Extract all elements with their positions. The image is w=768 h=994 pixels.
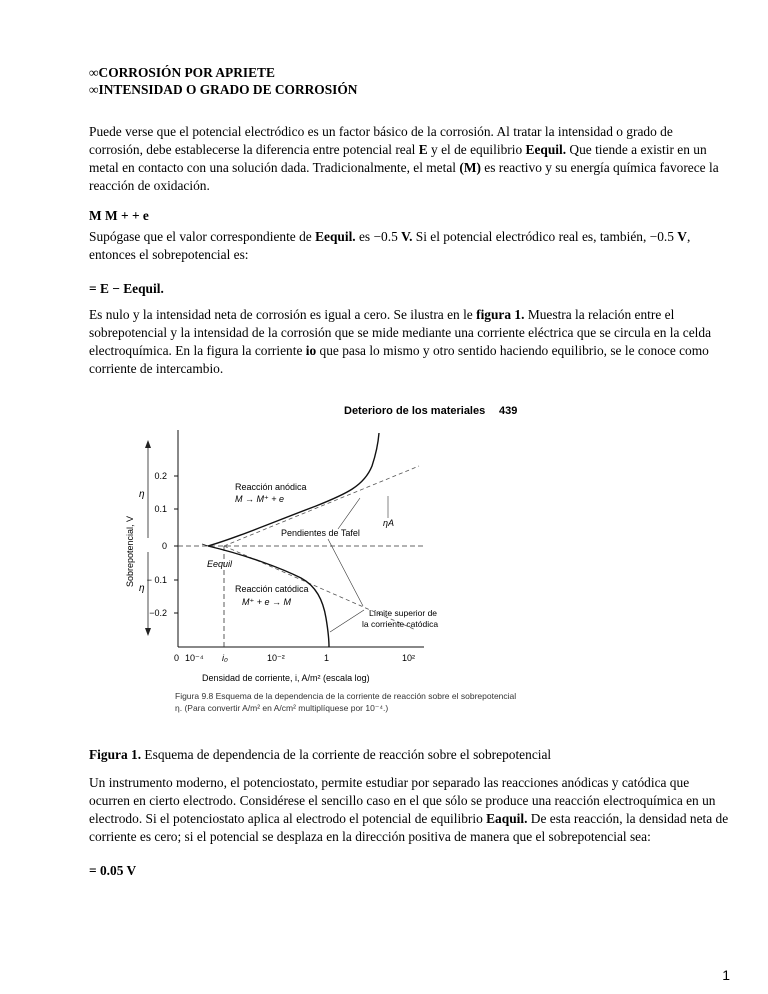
cathodic-reaction-title: Reacción catódica [235, 584, 309, 594]
xtick-1e2: 10² [402, 653, 416, 663]
equation-overpotential: = E − Eequil. [89, 281, 164, 296]
eequil-label: Eequil [207, 559, 233, 569]
ytick-0-1: 0.1 [154, 504, 167, 514]
equation-overpotential-value: = 0.05 V [89, 863, 137, 878]
eta-positive-label: η [139, 489, 145, 500]
limit-pointer [330, 610, 364, 632]
anodic-reaction-equation: M → M⁺ + e [235, 494, 285, 504]
ytick-neg-0-2: −0.2 [149, 608, 167, 618]
book-header: Deterioro de los materiales [344, 405, 486, 417]
figure-tafel-diagram [116, 400, 556, 722]
book-caption-line1: Figura 9.8 Esquema de la dependencia de la corriente de reacción sobre el sobrepotencial [175, 691, 517, 701]
cathodic-reaction-equation: M⁺ + e → M [242, 597, 292, 607]
x-ticks [174, 653, 415, 663]
ytick-0: 0 [161, 541, 167, 551]
ytick-neg-0-1: − 0.1 [146, 575, 167, 585]
xtick-1e-4: 10⁻⁴ [185, 653, 204, 663]
paragraph-eequil: Supógase que el valor correspondiente de Eequil. es −0.5 V. Si el potencial electródico real es, también, −0.5 V, entonces el sobrepotencial es: [89, 229, 691, 262]
x-axis-label: Densidad de corriente, i, A/m² (escala log) [202, 673, 370, 683]
eta-a-label: ηA [383, 518, 394, 528]
book-page-number: 439 [499, 405, 518, 417]
heading-corrosion-apriete: ∞CORROSIÓN POR APRIETE [89, 65, 275, 80]
tafel-slopes-label: Pendientes de Tafel [281, 528, 360, 538]
limit-label-line2: la corriente catódica [362, 619, 439, 629]
page-number: 1 [722, 967, 730, 983]
ytick-0-2: 0.2 [154, 471, 167, 481]
paragraph-figure-reference: Es nulo y la intensidad neta de corrosión es igual a cero. Se ilustra en le figura 1. Muestra la relación entre el sobrepotencial y la intensidad de la corrosión que se mide mediante una corriente eléctrica que se circula en la celda electroquímica. En la figura la corriente io que pasa lo mismo y otro sentido haciendo equilibrio, se le conoce como corriente de intercambio. [89, 307, 712, 376]
tafel-pointer-cathodic [328, 539, 363, 606]
equation-oxidation: M M + + e [89, 208, 149, 223]
eta-negative-arrowhead [145, 628, 151, 636]
eta-negative-label: η [139, 583, 145, 594]
eta-positive-arrowhead [145, 440, 151, 448]
anodic-reaction-title: Reacción anódica [235, 482, 307, 492]
xtick-i0: i₀ [222, 653, 228, 663]
limit-label-line1: Límite superior de [369, 608, 438, 618]
book-caption-line2: η. (Para convertir A/m² en A/cm² multiplíquese por 10⁻⁴.) [175, 703, 389, 713]
paragraph-potenciostato: Un instrumento moderno, el potenciostato, permite estudiar por separado las reacciones anódicas y catódica que ocurren en cierto electrodo. Considérese el sencillo caso en el que sólo se produce una reacción electroquímica en un electrodo. Si el potenciostato aplica al electrodo el potencial de equilibrio Eaquil. De esta reacción, la densidad neta de corriente es cero; si el potencial se desplaza en la dirección positiva de manera que el sobrepotencial sea: [89, 775, 729, 844]
heading-intensidad-corrosion: ∞INTENSIDAD O GRADO DE CORROSIÓN [89, 82, 358, 97]
paragraph-potencial: Puede verse que el potencial electródico es un factor básico de la corrosión. Al tratar la intensidad o grado de corrosión, debe establecerse la diferencia entre potencial real E y el de equilibrio Eequil. Que tiende a existir en un metal en contacto con una solución dada. Tradicionalmente, el metal (M) es reactivo y su energía química favorece la reacción de oxidación. [89, 124, 719, 193]
xtick-1e-2: 10⁻² [267, 653, 285, 663]
y-ticks [147, 471, 178, 618]
xtick-1: 1 [324, 653, 330, 663]
tafel-pointer-anodic [338, 498, 360, 529]
y-axis-label: Sobrepotencial, V [125, 515, 135, 587]
figure-caption: Figura 1. Esquema de dependencia de la corriente de reacción sobre el sobrepotencial [89, 747, 552, 762]
xtick-0: 0 [174, 653, 180, 663]
